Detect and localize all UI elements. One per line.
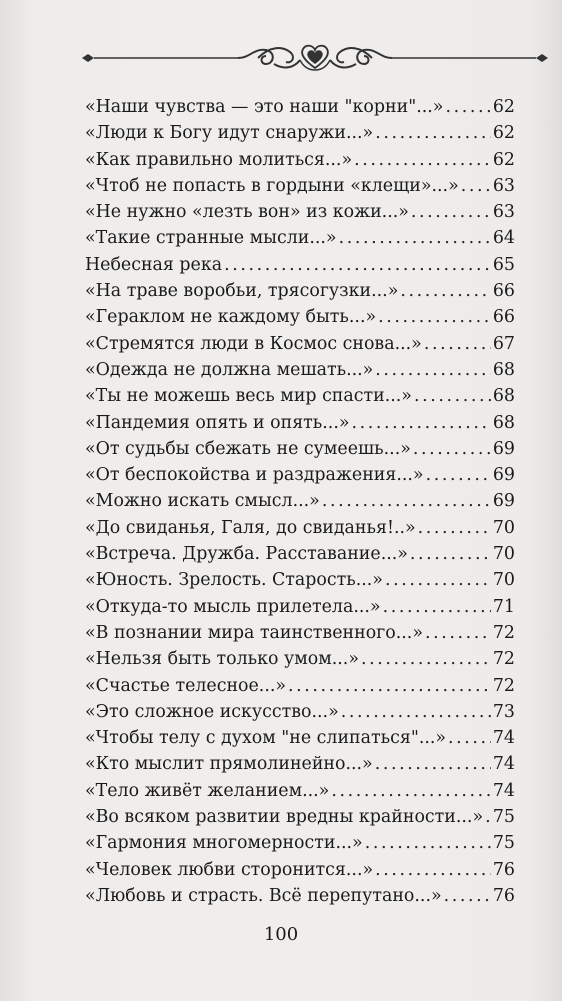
toc-entry-title: «Это сложное искусство...» xyxy=(85,701,339,722)
toc-entry-title: «Откуда-то мысль прилетела...» xyxy=(85,596,381,617)
toc-entry-title: «Не нужно «лезть вон» из кожи...» xyxy=(85,202,409,223)
toc-entry-title: «Можно искать смысл...» xyxy=(85,491,320,512)
toc-entry xyxy=(85,199,515,225)
toc-entry xyxy=(85,357,515,383)
dot-leader xyxy=(341,699,491,725)
dot-leader xyxy=(361,646,491,672)
toc-entry xyxy=(85,488,515,514)
toc-entry xyxy=(85,857,515,883)
heart-scroll-divider-icon xyxy=(78,38,552,78)
toc-entry-title: «Ты не можешь весь мир спасти...» xyxy=(85,386,412,407)
toc-entry-page: 68 xyxy=(492,386,515,407)
toc-entry-title: «Чтоб не попасть в гордыни «клещи»...» xyxy=(85,175,459,196)
toc-entry xyxy=(85,699,515,725)
toc-entry xyxy=(85,278,515,304)
toc-entry-title: «От судьбы сбежать не сумеешь...» xyxy=(85,438,411,459)
dot-leader xyxy=(485,804,491,830)
dot-leader xyxy=(354,147,491,173)
dot-leader xyxy=(448,725,491,751)
toc-entry xyxy=(85,830,515,856)
toc-entry-page: 68 xyxy=(492,412,515,433)
toc-entry-title: «Наши чувства — это наши "корни"...» xyxy=(85,97,444,117)
toc-entry xyxy=(85,594,515,620)
toc-entry-title: «Гармония многомерности...» xyxy=(85,833,363,854)
toc-entry-title: «Счастье телесное...» xyxy=(85,675,287,696)
dot-leader xyxy=(383,594,491,620)
toc-entry-page: 72 xyxy=(492,622,515,643)
toc-entry-title: «Кто мыслит прямолинейно...» xyxy=(85,754,373,775)
dot-leader xyxy=(385,567,491,593)
toc-entry-page: 72 xyxy=(492,649,515,670)
dot-leader xyxy=(444,883,491,909)
dot-leader xyxy=(418,515,491,541)
toc-entry-page: 76 xyxy=(492,885,515,906)
dot-leader xyxy=(375,357,491,383)
toc-entry xyxy=(85,462,515,488)
toc-entry-title: «Гераклом не каждому быть...» xyxy=(85,307,377,328)
toc-entry-title: «Во всяком развитии вредны крайности...» xyxy=(85,807,484,828)
toc-entry-page: 76 xyxy=(492,859,515,880)
toc-entry xyxy=(85,252,515,278)
toc-entry-title: «От беспокойства и раздражения...» xyxy=(85,465,424,486)
dot-leader xyxy=(331,778,491,804)
toc-entry-title: «На траве воробьи, трясогузки...» xyxy=(85,281,399,302)
toc-entry xyxy=(85,120,515,146)
toc-entry-title: «Люди к Богу идут снаружи...» xyxy=(85,123,374,144)
dot-leader xyxy=(375,857,491,883)
toc-entry xyxy=(85,751,515,777)
toc-entry xyxy=(85,225,515,251)
toc-entry xyxy=(85,725,515,751)
toc-entry-page: 63 xyxy=(492,202,515,223)
toc-entry-page: 75 xyxy=(492,833,515,854)
toc-entry-page: 64 xyxy=(492,228,515,249)
dot-leader xyxy=(375,751,491,777)
dot-leader xyxy=(424,331,491,357)
toc-entry xyxy=(85,804,515,830)
toc-entry-title: «Как правильно молиться...» xyxy=(85,149,353,170)
toc-entry-page: 70 xyxy=(492,517,515,538)
toc-entry-page: 70 xyxy=(492,544,515,565)
dot-leader xyxy=(461,173,491,199)
toc-entry xyxy=(85,147,515,173)
dot-leader xyxy=(445,94,490,120)
toc-entry-page: 67 xyxy=(492,333,515,354)
toc-entry xyxy=(85,304,515,330)
toc-entry-page: 68 xyxy=(492,359,515,380)
dot-leader xyxy=(426,462,491,488)
dot-leader xyxy=(365,830,491,856)
toc-entry xyxy=(85,515,515,541)
dot-leader xyxy=(339,225,491,251)
dot-leader xyxy=(224,252,491,278)
dot-leader xyxy=(414,383,491,409)
toc-entry-page: 62 xyxy=(492,97,515,117)
toc-entry xyxy=(85,541,515,567)
toc-entry-title: «Чтобы телу с духом "не слипаться"...» xyxy=(85,728,447,749)
toc-entry xyxy=(85,620,515,646)
toc-entry xyxy=(85,383,515,409)
dot-leader xyxy=(375,120,491,146)
dot-leader xyxy=(322,488,491,514)
toc-entry-page: 72 xyxy=(492,675,515,696)
toc-entry-title: «Встреча. Дружба. Расставание...» xyxy=(85,544,408,565)
toc-entry-page: 73 xyxy=(492,701,515,722)
toc-entry-title: «Такие странные мысли...» xyxy=(85,228,337,249)
table-of-contents xyxy=(85,94,515,909)
dot-leader xyxy=(288,673,491,699)
toc-entry-page: 63 xyxy=(492,175,515,196)
toc-entry xyxy=(85,410,515,436)
page-number: 100 xyxy=(263,924,299,945)
toc-entry-page: 69 xyxy=(492,438,515,459)
toc-entry-page: 69 xyxy=(492,491,515,512)
toc-entry xyxy=(85,673,515,699)
toc-entry-page: 62 xyxy=(492,149,515,170)
toc-entry-title: «До свиданья, Галя, до свиданья!..» xyxy=(85,517,416,538)
toc-entry xyxy=(85,436,515,462)
toc-entry xyxy=(85,778,515,804)
toc-entry-page: 65 xyxy=(492,254,515,275)
toc-entry-page: 71 xyxy=(492,596,515,617)
toc-entry-title: «Нельзя быть только умом...» xyxy=(85,649,359,670)
toc-entry xyxy=(85,331,515,357)
dot-leader xyxy=(413,436,491,462)
toc-entry-title: «Стремятся люди в Космос снова...» xyxy=(85,333,422,354)
toc-entry-title: «Любовь и страсть. Всё перепутано...» xyxy=(85,885,442,906)
toc-entry-page: 74 xyxy=(492,728,515,749)
toc-entry xyxy=(85,173,515,199)
toc-entry-page: 62 xyxy=(492,123,515,144)
dot-leader xyxy=(400,278,491,304)
toc-entry-page: 70 xyxy=(492,570,515,591)
toc-entry-page: 66 xyxy=(492,281,515,302)
toc-entry xyxy=(85,883,515,909)
toc-entry-page: 74 xyxy=(492,754,515,775)
dot-leader xyxy=(410,541,491,567)
toc-entry-title: Небесная река xyxy=(85,254,223,275)
toc-entry-title: «Пандемия опять и опять...» xyxy=(85,412,350,433)
toc-entry-title: «Человек любви сторонится...» xyxy=(85,859,374,880)
toc-entry-page: 69 xyxy=(492,465,515,486)
toc-entry xyxy=(85,646,515,672)
dot-leader xyxy=(425,620,491,646)
toc-entry-title: «Юность. Зрелость. Старость...» xyxy=(85,570,383,591)
toc-entry xyxy=(85,94,515,120)
toc-entry-page: 74 xyxy=(492,780,515,801)
toc-entry-title: «Тело живёт желанием...» xyxy=(85,780,330,801)
toc-entry-title: «Одежда не должна мешать...» xyxy=(85,359,374,380)
dot-leader xyxy=(352,410,491,436)
dot-leader xyxy=(378,304,491,330)
toc-entry-title: «В познании мира таинственного...» xyxy=(85,622,423,643)
toc-entry-page: 66 xyxy=(492,307,515,328)
toc-entry xyxy=(85,567,515,593)
toc-entry-page: 75 xyxy=(492,807,515,828)
dot-leader xyxy=(411,199,491,225)
